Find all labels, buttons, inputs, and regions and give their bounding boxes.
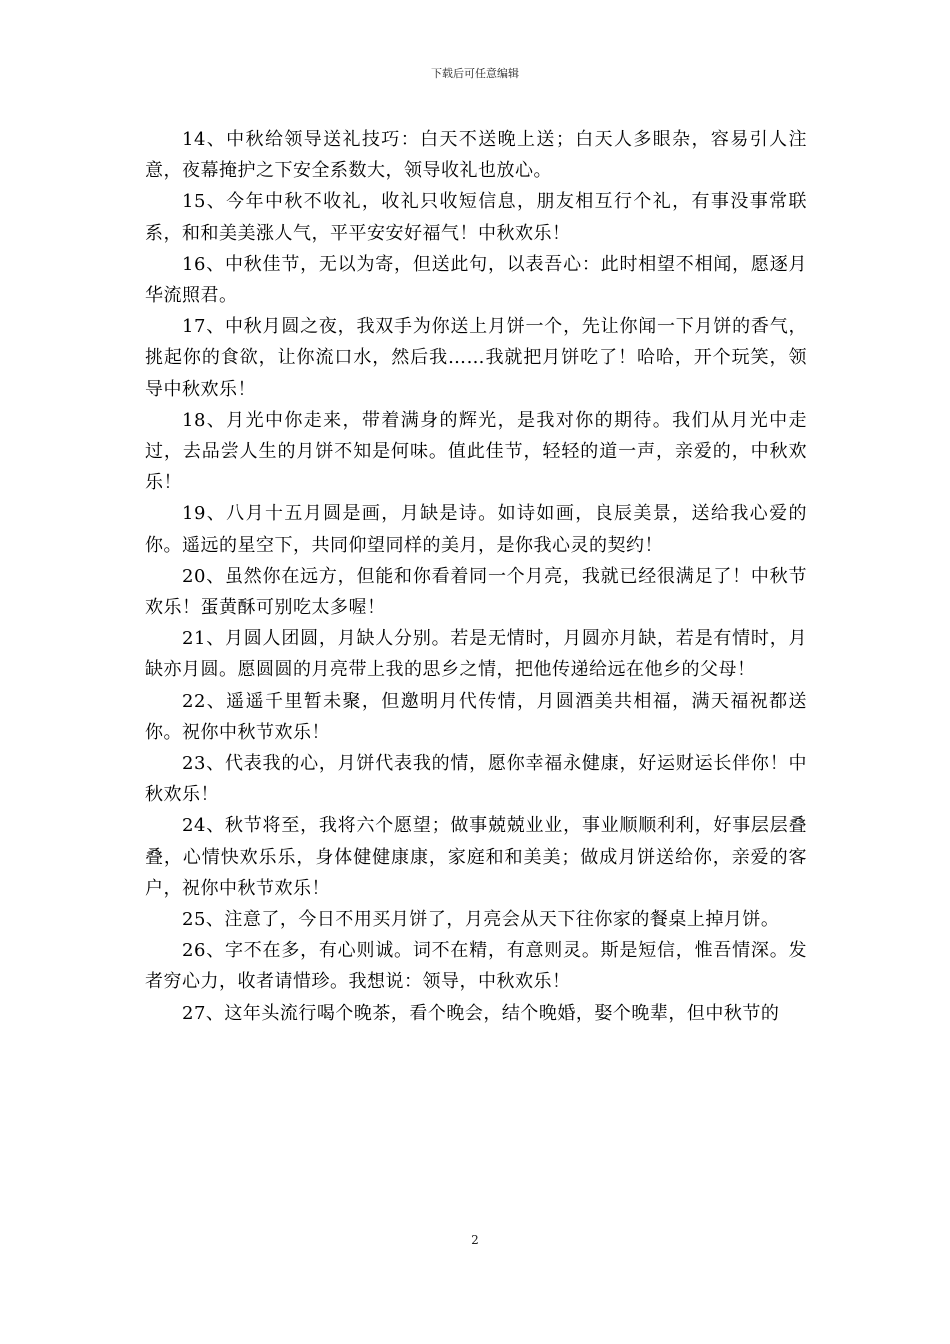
paragraph-14: 14、中秋给领导送礼技巧：白天不送晚上送；白天人多眼杂，容易引人注意，夜幕掩护之下安全系数大，领导收礼也放心。 bbox=[145, 129, 807, 182]
paragraph-26: 26、字不在多，有心则诚。词不在精，有意则灵。斯是短信，惟吾情深。发者穷心力，收者请惜珍。我想说：领导，中秋欢乐！ bbox=[145, 940, 807, 993]
paragraph-21: 21、月圆人团圆，月缺人分别。若是无情时，月圆亦月缺，若是有情时，月缺亦月圆。愿圆圆的月亮带上我的思乡之情，把他传递给远在他乡的父母！ bbox=[145, 628, 807, 681]
paragraph-16: 16、中秋佳节，无以为寄，但送此句，以表吾心：此时相望不相闻，愿逐月华流照君。 bbox=[145, 253, 807, 307]
paragraph-17: 17、中秋月圆之夜，我双手为你送上月饼一个，先让你闻一下月饼的香气，挑起你的食欲，让你流口水，然后我……我就把月饼吃了！哈哈，开个玩笑，领导中秋欢乐！ bbox=[145, 316, 807, 400]
paragraph-22: 22、遥遥千里暂未聚，但邀明月代传情，月圆酒美共相福，满天福祝都送你。祝你中秋节欢乐！ bbox=[145, 690, 807, 743]
page-number: 2 bbox=[471, 1233, 479, 1247]
page-header: 下载后可任意编辑 bbox=[431, 67, 519, 80]
paragraph-25: 25、注意了，今日不用买月饼了，月亮会从天下往你家的餐桌上掉月饼。 bbox=[182, 909, 780, 931]
paragraph-24: 24、秋节将至，我将六个愿望；做事兢兢业业，事业顺顺利利，好事层层叠叠，心情快欢乐乐，身体健健康康，家庭和和美美；做成月饼送给你，亲爱的客户，祝你中秋节欢乐！ bbox=[145, 815, 807, 899]
paragraph-18: 18、月光中你走来，带着满身的辉光，是我对你的期待。我们从月光中走过，去品尝人生的月饼不知是何味。值此佳节，轻轻的道一声，亲爱的，中秋欢乐！ bbox=[145, 409, 807, 494]
paragraph-15: 15、今年中秋不收礼，收礼只收短信息，朋友相互行个礼，有事没事常联系，和和美美涨人气，平平安安好福气！中秋欢乐！ bbox=[145, 191, 807, 244]
paragraph-23: 23、代表我的心，月饼代表我的情，愿你幸福永健康，好运财运长伴你！中秋欢乐！ bbox=[145, 753, 807, 806]
paragraph-20: 20、虽然你在远方，但能和你看着同一个月亮，我就已经很满足了！中秋节欢乐！蛋黄酥可别吃太多喔！ bbox=[145, 565, 807, 619]
paragraph-19: 19、八月十五月圆是画，月缺是诗。如诗如画，良辰美景，送给我心爱的你。遥远的星空下，共同仰望同样的美月，是你我心灵的契约！ bbox=[145, 503, 807, 556]
document-body bbox=[145, 124, 807, 1029]
paragraph-27: 27、这年头流行喝个晚茶，看个晚会，结个晚婚，娶个晚辈，但中秋节的 bbox=[182, 1002, 780, 1024]
